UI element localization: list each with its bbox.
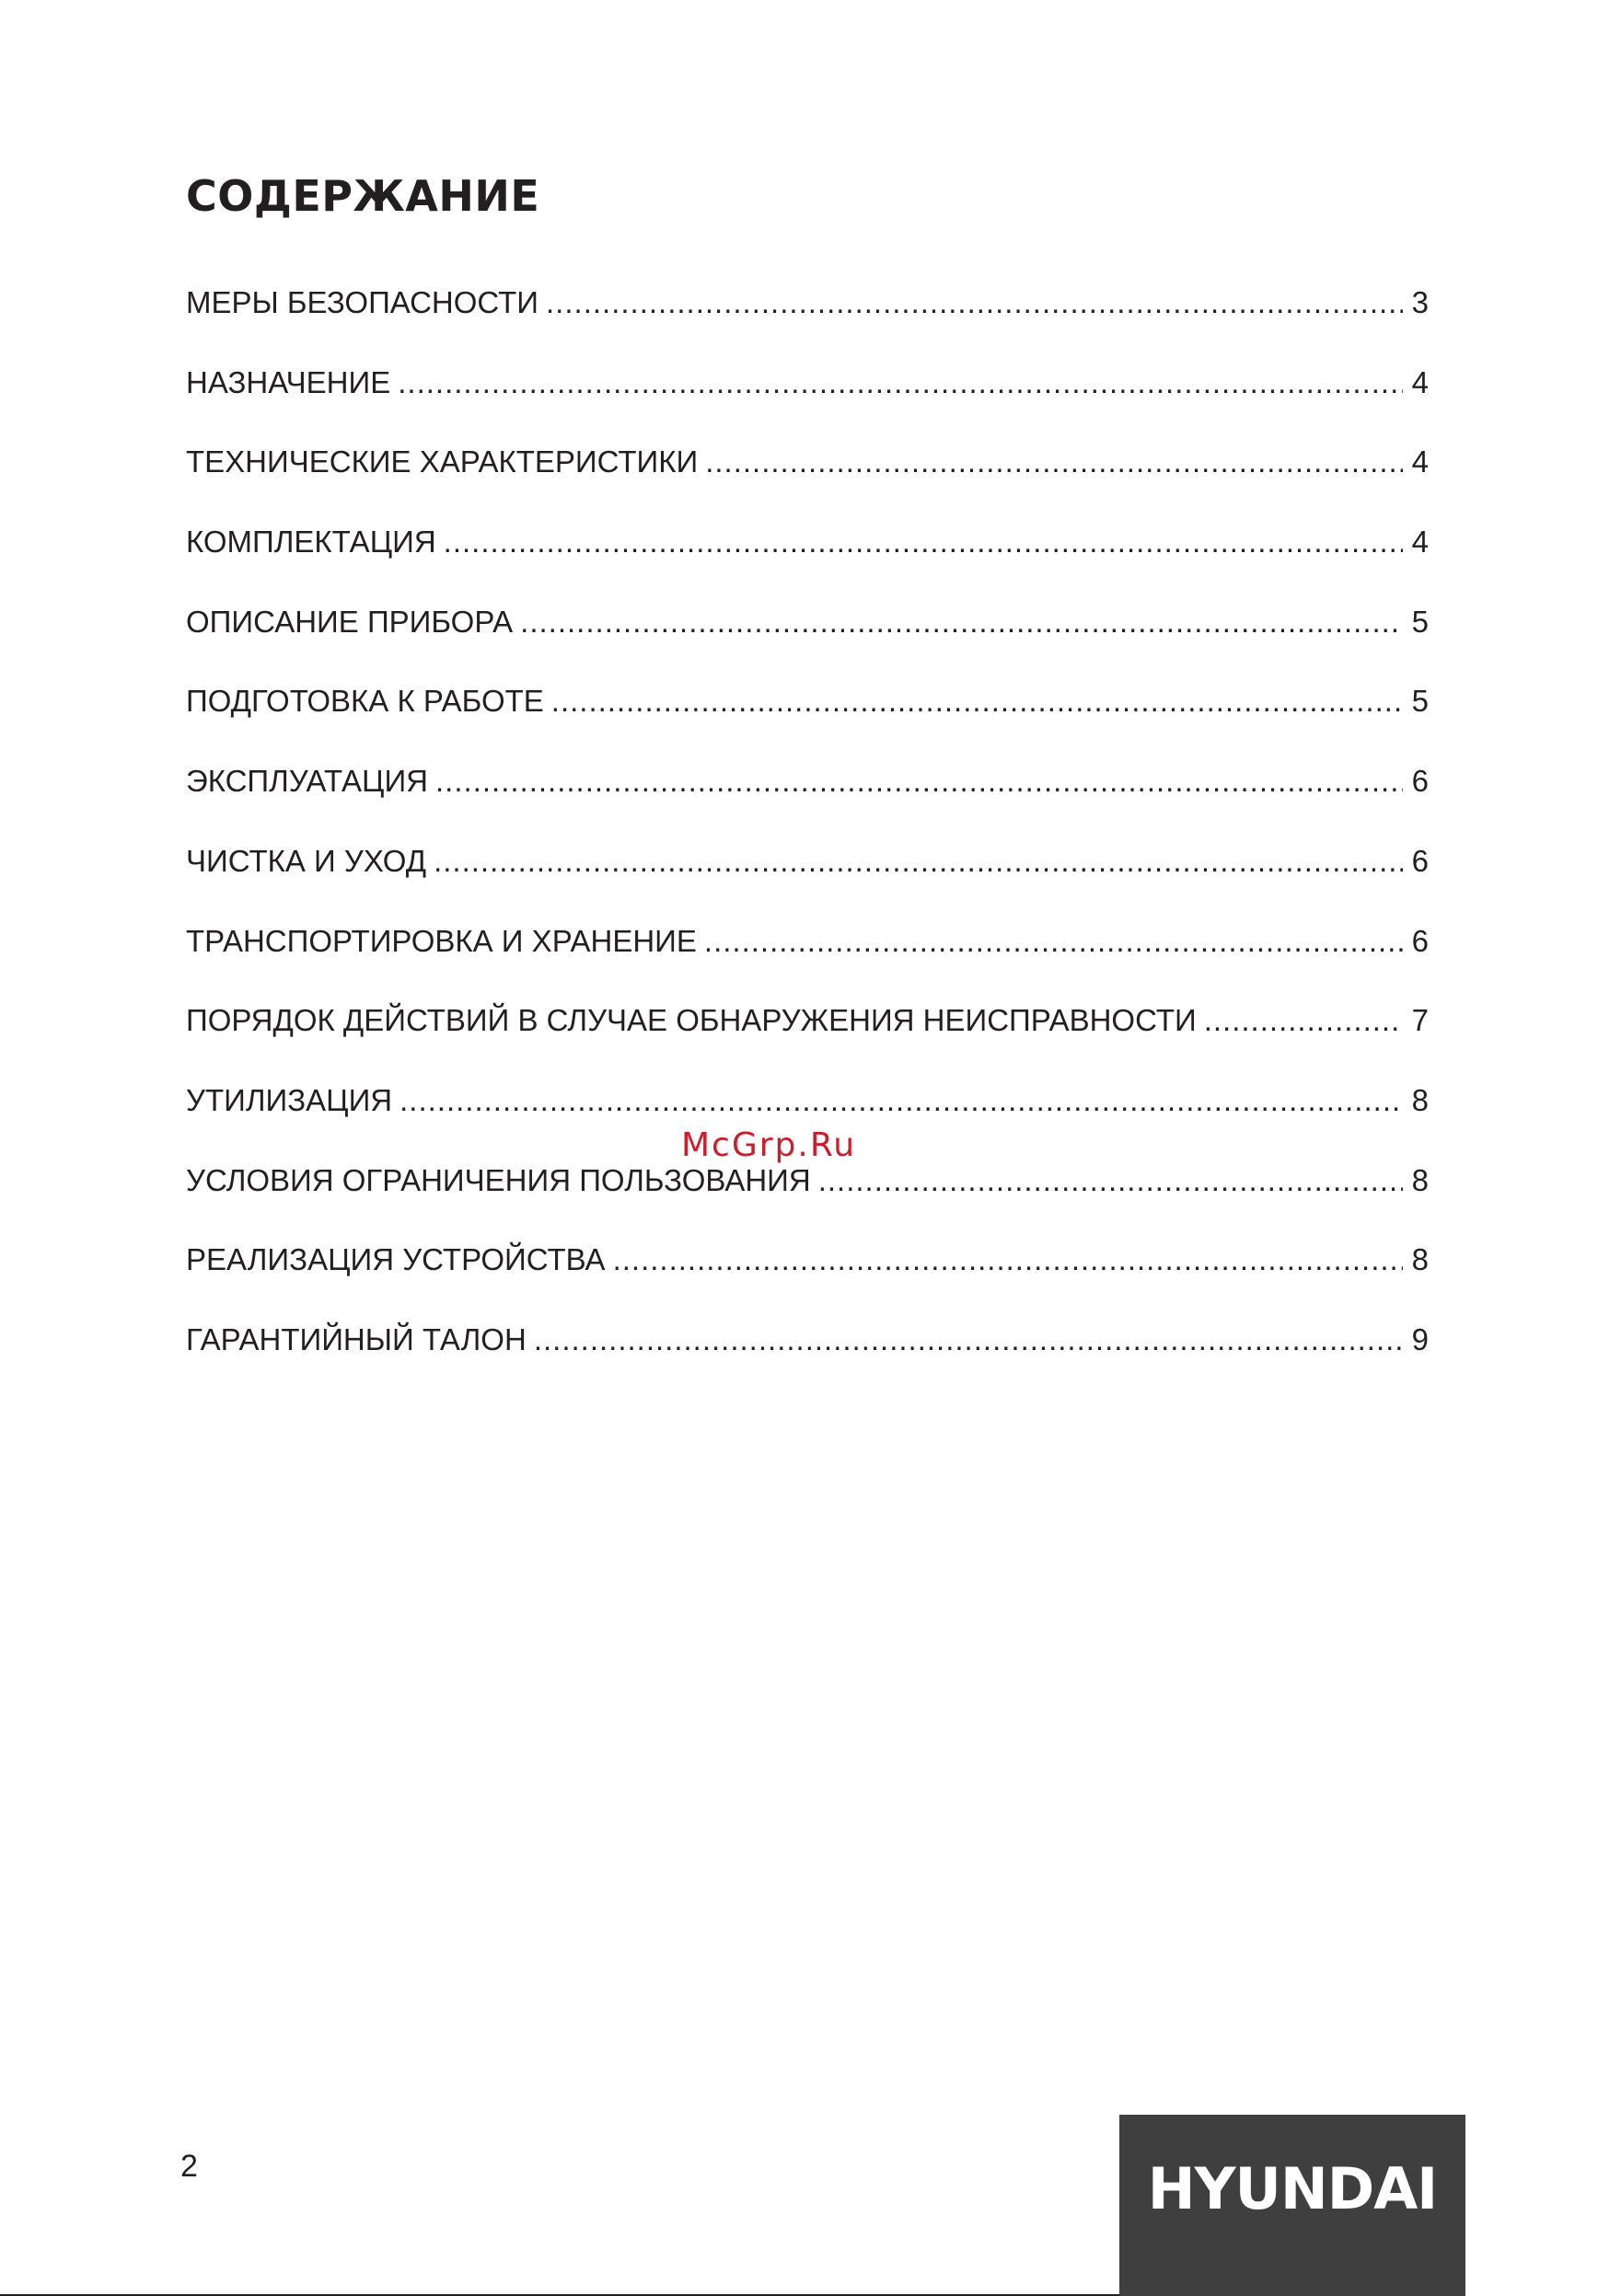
toc-item[interactable] bbox=[186, 924, 1429, 1004]
toc-item-page: 6 bbox=[1411, 764, 1429, 799]
toc-item-label: ПОДГОТОВКА К РАБОТЕ bbox=[186, 684, 544, 719]
toc-leader-dots bbox=[551, 684, 1403, 719]
toc-item-page: 4 bbox=[1411, 525, 1429, 560]
toc-item[interactable] bbox=[186, 1163, 1429, 1243]
toc-item-page: 8 bbox=[1411, 1162, 1429, 1197]
toc-item[interactable] bbox=[186, 1003, 1429, 1083]
toc-item-page: 5 bbox=[1411, 684, 1429, 719]
toc-leader-dots bbox=[546, 285, 1403, 320]
toc-item[interactable] bbox=[186, 605, 1429, 685]
toc-leader-dots bbox=[435, 764, 1403, 799]
toc-item[interactable] bbox=[186, 525, 1429, 605]
toc-item[interactable] bbox=[186, 684, 1429, 764]
page-number: 2 bbox=[180, 2149, 198, 2184]
toc-item[interactable] bbox=[186, 1242, 1429, 1322]
toc-item-page: 4 bbox=[1411, 444, 1429, 479]
toc-leader-dots bbox=[398, 365, 1403, 400]
toc-item[interactable] bbox=[186, 844, 1429, 924]
toc-item-page: 7 bbox=[1411, 1003, 1429, 1038]
toc-item-label: КОМПЛЕКТАЦИЯ bbox=[186, 525, 436, 560]
toc-item-page: 4 bbox=[1411, 364, 1429, 399]
table-of-contents bbox=[186, 285, 1429, 1402]
brand-footer-block bbox=[1119, 2115, 1465, 2296]
brand-logo: HYUNDAI bbox=[1147, 2155, 1438, 2222]
toc-item[interactable] bbox=[186, 764, 1429, 844]
watermark-text: McGrp.Ru bbox=[681, 1126, 857, 1164]
toc-item-label: ЭКСПЛУАТАЦИЯ bbox=[186, 764, 429, 799]
toc-item-label: РЕАЛИЗАЦИЯ УСТРОЙСТВА bbox=[186, 1242, 606, 1277]
toc-item[interactable] bbox=[186, 365, 1429, 445]
toc-item-label: ТЕХНИЧЕСКИЕ ХАРАКТЕРИСТИКИ bbox=[186, 444, 699, 479]
toc-leader-dots bbox=[704, 924, 1403, 959]
toc-leader-dots bbox=[520, 605, 1403, 640]
toc-item-label: УТИЛИЗАЦИЯ bbox=[186, 1082, 393, 1117]
toc-item-label: ТРАНСПОРТИРОВКА И ХРАНЕНИЕ bbox=[186, 923, 697, 958]
toc-leader-dots bbox=[400, 1083, 1403, 1118]
toc-item-page: 3 bbox=[1411, 285, 1429, 319]
toc-leader-dots bbox=[705, 444, 1403, 479]
toc-item[interactable] bbox=[186, 285, 1429, 365]
toc-leader-dots bbox=[613, 1242, 1403, 1277]
toc-item-label: НАЗНАЧЕНИЕ bbox=[186, 364, 391, 399]
toc-leader-dots bbox=[434, 844, 1403, 879]
toc-item-label: ГАРАНТИЙНЫЙ ТАЛОН bbox=[186, 1321, 527, 1356]
toc-leader-dots bbox=[818, 1163, 1403, 1198]
toc-leader-dots bbox=[444, 525, 1403, 560]
toc-item-label: ЧИСТКА И УХОД bbox=[186, 843, 427, 878]
toc-item-page: 9 bbox=[1411, 1321, 1429, 1356]
toc-item[interactable] bbox=[186, 1322, 1429, 1402]
toc-item-label: ПОРЯДОК ДЕЙСТВИЙ В СЛУЧАЕ ОБНАРУЖЕНИЯ НЕИСПРАВНОСТИ bbox=[186, 1003, 1197, 1038]
toc-leader-dots bbox=[1204, 1003, 1403, 1038]
toc-item-label: МЕРЫ БЕЗОПАСНОСТИ bbox=[186, 285, 539, 319]
toc-item-page: 8 bbox=[1411, 1082, 1429, 1117]
toc-item-label: УСЛОВИЯ ОГРАНИЧЕНИЯ ПОЛЬЗОВАНИЯ bbox=[186, 1162, 811, 1197]
toc-item-page: 5 bbox=[1411, 604, 1429, 639]
toc-item-page: 8 bbox=[1411, 1242, 1429, 1277]
toc-item-label: ОПИСАНИЕ ПРИБОРА bbox=[186, 604, 514, 639]
toc-item-page: 6 bbox=[1411, 843, 1429, 878]
toc-leader-dots bbox=[534, 1322, 1403, 1357]
toc-item[interactable] bbox=[186, 444, 1429, 525]
toc-item-page: 6 bbox=[1411, 923, 1429, 958]
page-title: СОДЕРЖАНИЕ bbox=[186, 171, 540, 221]
